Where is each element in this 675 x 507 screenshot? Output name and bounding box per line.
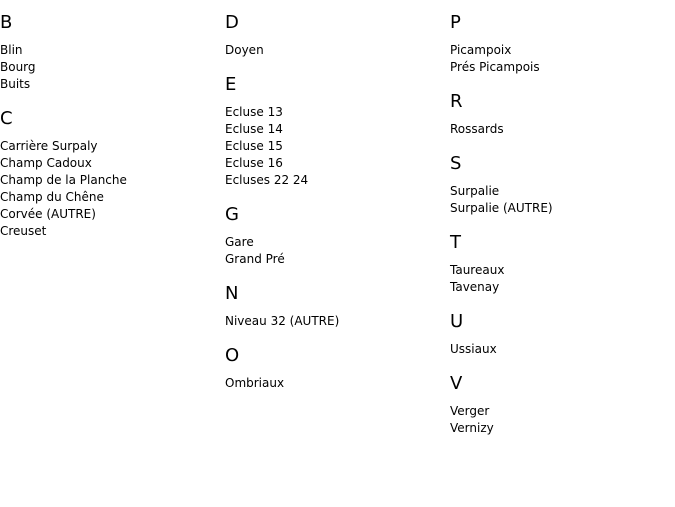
letter-group-t — [450, 217, 670, 296]
place-item[interactable]: Buits — [0, 77, 31, 91]
letter-heading: O — [225, 345, 240, 366]
letter-heading: P — [450, 12, 461, 33]
place-item[interactable]: Niveau 32 (AUTRE) — [225, 314, 340, 328]
place-item[interactable]: Ecluse 15 — [225, 139, 283, 153]
place-item[interactable]: Rossards — [450, 122, 504, 136]
place-list — [450, 175, 670, 217]
letter-heading: N — [225, 283, 239, 304]
place-item[interactable]: Grand Pré — [225, 252, 285, 266]
place-list — [225, 305, 445, 330]
place-item[interactable]: Surpalie — [450, 184, 500, 198]
letter-heading: C — [0, 108, 13, 129]
letter-group-b — [0, 0, 220, 93]
place-item[interactable]: Gare — [225, 235, 254, 249]
place-item[interactable]: Ecluses 22 24 — [225, 173, 309, 187]
place-item[interactable]: Verger — [450, 404, 490, 418]
index-column-3 — [450, 0, 670, 437]
place-item[interactable]: Prés Picampois — [450, 60, 540, 74]
letter-group-r — [450, 76, 670, 138]
place-item[interactable]: Ussiaux — [450, 342, 497, 356]
letter-group-d — [225, 0, 445, 59]
place-item[interactable]: Champ Cadoux — [0, 156, 92, 170]
place-item[interactable]: Vernizy — [450, 421, 494, 435]
place-list — [450, 34, 670, 76]
place-item[interactable]: Corvée (AUTRE) — [0, 207, 96, 221]
place-item[interactable]: Creuset — [0, 224, 47, 238]
place-item[interactable]: Ecluse 14 — [225, 122, 283, 136]
place-item[interactable]: Ecluse 16 — [225, 156, 283, 170]
letter-group-o — [225, 330, 445, 392]
letter-heading: V — [450, 373, 463, 394]
place-item[interactable]: Taureaux — [450, 263, 505, 277]
index-column-1 — [0, 0, 220, 240]
place-list — [450, 395, 670, 437]
letter-group-e — [225, 59, 445, 189]
place-list — [225, 226, 445, 268]
letter-group-g — [225, 189, 445, 268]
place-list — [0, 130, 220, 240]
letter-heading: R — [450, 91, 463, 112]
place-item[interactable]: Tavenay — [450, 280, 500, 294]
place-item[interactable]: Ombriaux — [225, 376, 285, 390]
index-column-2 — [225, 0, 445, 392]
place-item[interactable]: Ecluse 13 — [225, 105, 283, 119]
letter-group-p — [450, 0, 670, 76]
place-item[interactable]: Doyen — [225, 43, 264, 57]
letter-group-v — [450, 358, 670, 437]
letter-heading: E — [225, 74, 237, 95]
place-item[interactable]: Carrière Surpaly — [0, 139, 98, 153]
letter-heading: G — [225, 204, 239, 225]
place-list — [225, 34, 445, 59]
letter-heading: T — [450, 232, 461, 253]
letter-group-s — [450, 138, 670, 217]
place-list — [450, 113, 670, 138]
place-item[interactable]: Bourg — [0, 60, 36, 74]
place-list — [225, 367, 445, 392]
letter-group-u — [450, 296, 670, 358]
place-list — [450, 254, 670, 296]
letter-heading: U — [450, 311, 464, 332]
place-list — [450, 333, 670, 358]
letter-heading: B — [0, 12, 13, 33]
place-item[interactable]: Surpalie (AUTRE) — [450, 201, 553, 215]
place-item[interactable]: Blin — [0, 43, 23, 57]
place-item[interactable]: Champ de la Planche — [0, 173, 127, 187]
place-item[interactable]: Picampoix — [450, 43, 512, 57]
letter-heading: D — [225, 12, 239, 33]
place-list — [225, 96, 445, 189]
place-list — [0, 34, 220, 93]
letter-group-n — [225, 268, 445, 330]
place-item[interactable]: Champ du Chêne — [0, 190, 104, 204]
letter-group-c — [0, 93, 220, 240]
letter-heading: S — [450, 153, 462, 174]
